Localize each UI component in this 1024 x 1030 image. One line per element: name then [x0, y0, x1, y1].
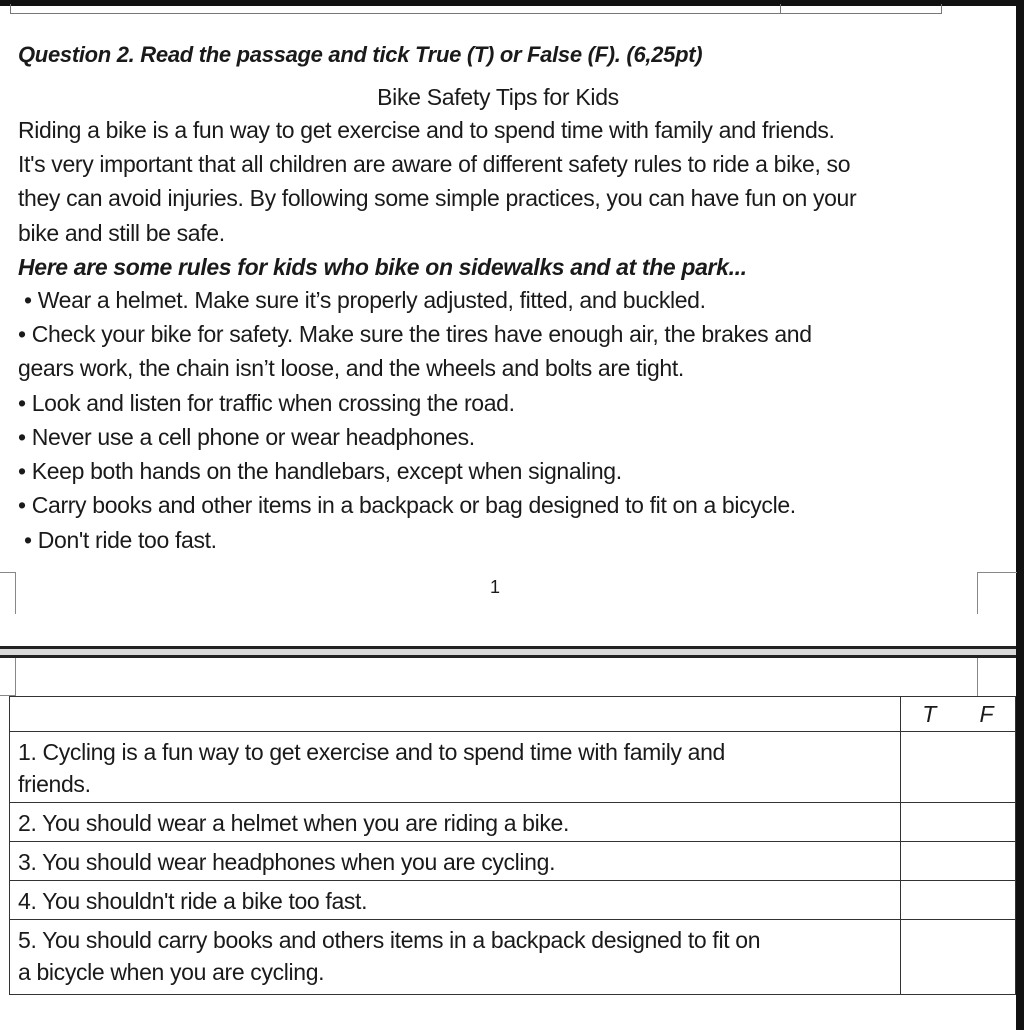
statement-cell — [10, 732, 901, 803]
table-header-row — [10, 697, 1016, 732]
page-number: 1 — [490, 577, 501, 597]
rule-item: gears work, the chain isn’t loose, and the wheels and bolts are tight. — [18, 355, 684, 381]
statement-cell — [10, 920, 901, 995]
rules-subheading: Here are some rules for kids who bike on sidewalks and at the park... — [18, 254, 747, 280]
statement-text: 4. You shouldn't ride a bike too fast. — [18, 888, 368, 914]
table-row — [10, 732, 1016, 803]
table-row — [10, 881, 1016, 920]
passage-title: Bike Safety Tips for Kids — [377, 84, 619, 110]
header-tf-cell — [900, 697, 1016, 732]
rule-item: • Carry books and other items in a backpack or bag designed to fit on a bicycle. — [18, 492, 796, 518]
right-edge — [1016, 0, 1024, 1030]
false-column-label: F — [979, 701, 994, 727]
passage-line: It's very important that all children are aware of different safety rules to ride a bike, so — [18, 151, 851, 177]
statement-text: a bicycle when you are cycling. — [18, 959, 325, 985]
statement-text: friends. — [18, 771, 91, 797]
answer-cell[interactable] — [900, 732, 1016, 803]
answer-cell[interactable] — [900, 842, 1016, 881]
previous-table-bottom — [10, 4, 942, 14]
true-column-label: T — [922, 701, 936, 727]
passage-line: Riding a bike is a fun way to get exercise and to spend time with family and friends. — [18, 117, 835, 143]
statement-cell — [10, 881, 901, 920]
page-break — [0, 646, 1016, 658]
statement-text: 5. You should carry books and others items in a backpack designed to fit on — [18, 927, 761, 953]
true-false-table — [9, 696, 1016, 995]
table-row — [10, 842, 1016, 881]
rule-item: • Look and listen for traffic when crossing the road. — [18, 390, 515, 416]
page-corner-mark — [977, 658, 1017, 696]
statement-cell — [10, 803, 901, 842]
statement-text: 1. Cycling is a fun way to get exercise and to spend time with family and — [18, 739, 725, 765]
statement-cell — [10, 842, 901, 881]
rule-item: • Never use a cell phone or wear headphones. — [18, 424, 475, 450]
rule-item: • Check your bike for safety. Make sure the tires have enough air, the brakes and — [18, 321, 812, 347]
rule-item: • Keep both hands on the handlebars, except when signaling. — [18, 458, 622, 484]
page-corner-mark — [0, 658, 16, 696]
answer-cell[interactable] — [900, 881, 1016, 920]
rule-item: • Don't ride too fast. — [24, 527, 217, 553]
rule-item: • Wear a helmet. Make sure it’s properly adjusted, fitted, and buckled. — [24, 287, 706, 313]
table-row — [10, 803, 1016, 842]
previous-table-divider — [780, 4, 781, 14]
passage-line: bike and still be safe. — [18, 220, 225, 246]
passage-line: they can avoid injuries. By following some simple practices, you can have fun on your — [18, 185, 857, 211]
answer-cell[interactable] — [900, 803, 1016, 842]
answer-cell[interactable] — [900, 920, 1016, 995]
page-corner-mark — [0, 572, 16, 614]
question-title: Question 2. Read the passage and tick True (T) or False (F). (6,25pt) — [18, 42, 703, 67]
header-statement-cell — [10, 697, 901, 732]
statement-text: 3. You should wear headphones when you are cycling. — [18, 849, 556, 875]
page-corner-mark — [977, 572, 1017, 614]
statement-text: 2. You should wear a helmet when you are riding a bike. — [18, 810, 570, 836]
table-row — [10, 920, 1016, 995]
